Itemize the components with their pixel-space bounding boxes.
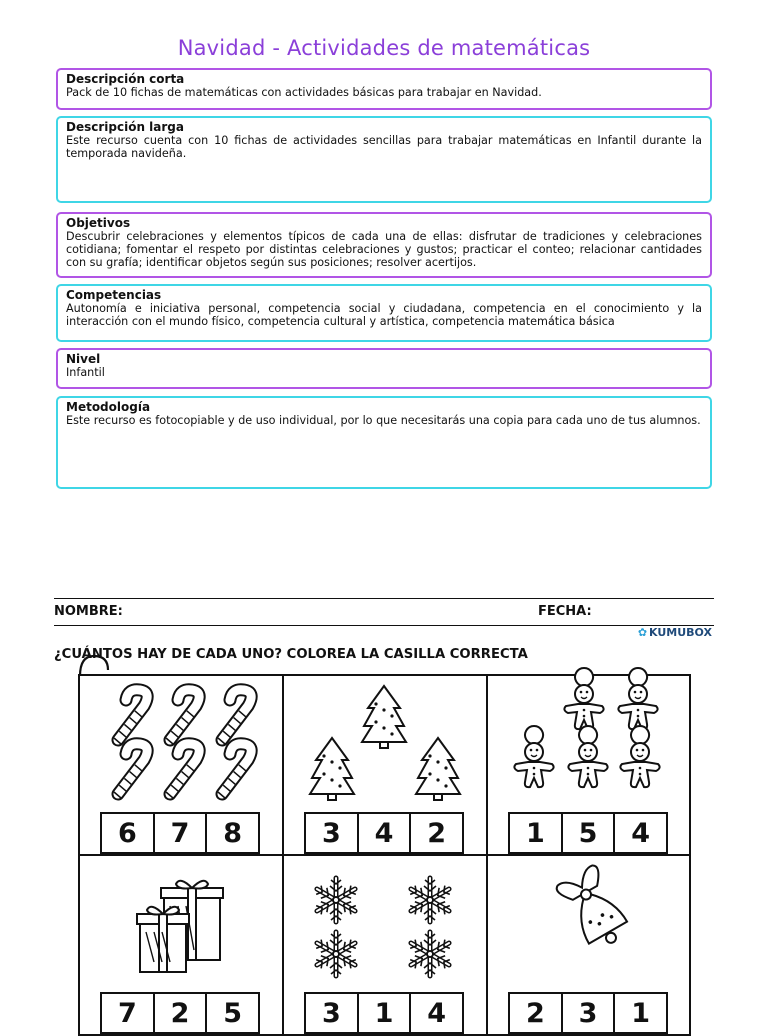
- bell-icon: [488, 856, 693, 986]
- christmas-tree-icon: [284, 676, 490, 796]
- counting-grid: [78, 674, 691, 1034]
- date-label: FECHA:: [538, 604, 592, 619]
- section-text: Este recurso es fotocopiable y de uso individual, por lo que necesitarás una copia para cada uno de tus alumnos.: [66, 414, 701, 427]
- number-options: [100, 812, 260, 854]
- section-heading: Descripción larga: [66, 120, 184, 134]
- option-box[interactable]: 1: [508, 812, 563, 854]
- option-box[interactable]: 4: [613, 812, 668, 854]
- option-box[interactable]: 5: [561, 812, 616, 854]
- section-text: Autonomía e iniciativa personal, competencia social y ciudadana, competencia en el conocimiento y la interacción con el mundo físico, competencia cultural y artística, competencia matemática básica: [66, 302, 702, 328]
- option-box[interactable]: 5: [205, 992, 260, 1034]
- option-box[interactable]: 8: [205, 812, 260, 854]
- number-options: [100, 992, 260, 1034]
- section-short-description: [56, 68, 712, 110]
- option-box[interactable]: 3: [304, 812, 359, 854]
- section-text: Pack de 10 fichas de matemáticas con actividades básicas para trabajar en Navidad.: [66, 86, 542, 99]
- cell-snowflakes: [282, 854, 488, 1036]
- candy-cane-icon: [80, 676, 286, 796]
- option-box[interactable]: 2: [153, 992, 208, 1034]
- option-box[interactable]: 7: [153, 812, 208, 854]
- section-heading: Competencias: [66, 288, 162, 302]
- cell-bells: [486, 854, 691, 1036]
- option-box[interactable]: 6: [100, 812, 155, 854]
- option-box[interactable]: 4: [409, 992, 464, 1034]
- option-box[interactable]: 1: [613, 992, 668, 1034]
- section-text: Infantil: [66, 366, 105, 379]
- option-box[interactable]: 2: [409, 812, 464, 854]
- section-long-description: [56, 116, 712, 203]
- brand-name: KUMUBOX: [649, 626, 712, 639]
- gift-box-icon: [80, 856, 286, 986]
- number-options: [508, 812, 668, 854]
- section-competencies: [56, 284, 712, 342]
- name-date-row: [54, 598, 714, 626]
- page-title: Navidad - Actividades de matemáticas: [177, 36, 591, 60]
- section-level: [56, 348, 712, 389]
- section-methodology: [56, 396, 712, 489]
- section-text: Este recurso cuenta con 10 fichas de actividades sencillas para trabajar matemáticas en Infantil durante la temporada navideña.: [66, 134, 702, 160]
- option-box[interactable]: 3: [304, 992, 359, 1034]
- option-box[interactable]: 4: [357, 812, 412, 854]
- cell-gift-boxes: [78, 854, 284, 1036]
- option-box[interactable]: 1: [357, 992, 412, 1034]
- brand-gear-icon: ✿: [637, 626, 648, 639]
- name-label: NOMBRE:: [54, 604, 123, 619]
- brand-logo: [638, 626, 712, 639]
- cell-candy-canes: [78, 674, 284, 856]
- option-box[interactable]: 7: [100, 992, 155, 1034]
- option-box[interactable]: 2: [508, 992, 563, 1034]
- section-text: Descubrir celebraciones y elementos típicos de cada una de ellas: disfrutar de tradiciones y celebraciones cotidiana; fomentar el respeto por distintas celebraciones y gustos; practicar el conteo; relacionar cantidades con su grafía; identificar objetos según sus posiciones; resolver acertijos.: [66, 230, 702, 269]
- gingerbread-man-icon: [488, 676, 693, 796]
- section-heading: Metodología: [66, 400, 151, 414]
- cell-christmas-trees: [282, 674, 488, 856]
- number-options: [304, 812, 464, 854]
- instruction-text: ¿CUÁNTOS HAY DE CADA UNO? COLOREA LA CASILLA CORRECTA: [54, 647, 528, 662]
- snowflake-icon: [284, 856, 490, 986]
- section-heading: Nivel: [66, 352, 101, 366]
- cell-gingerbread-men: [486, 674, 691, 856]
- section-objectives: [56, 212, 712, 278]
- number-options: [304, 992, 464, 1034]
- section-heading: Objetivos: [66, 216, 131, 230]
- number-options: [508, 992, 668, 1034]
- section-heading: Descripción corta: [66, 72, 185, 86]
- option-box[interactable]: 3: [561, 992, 616, 1034]
